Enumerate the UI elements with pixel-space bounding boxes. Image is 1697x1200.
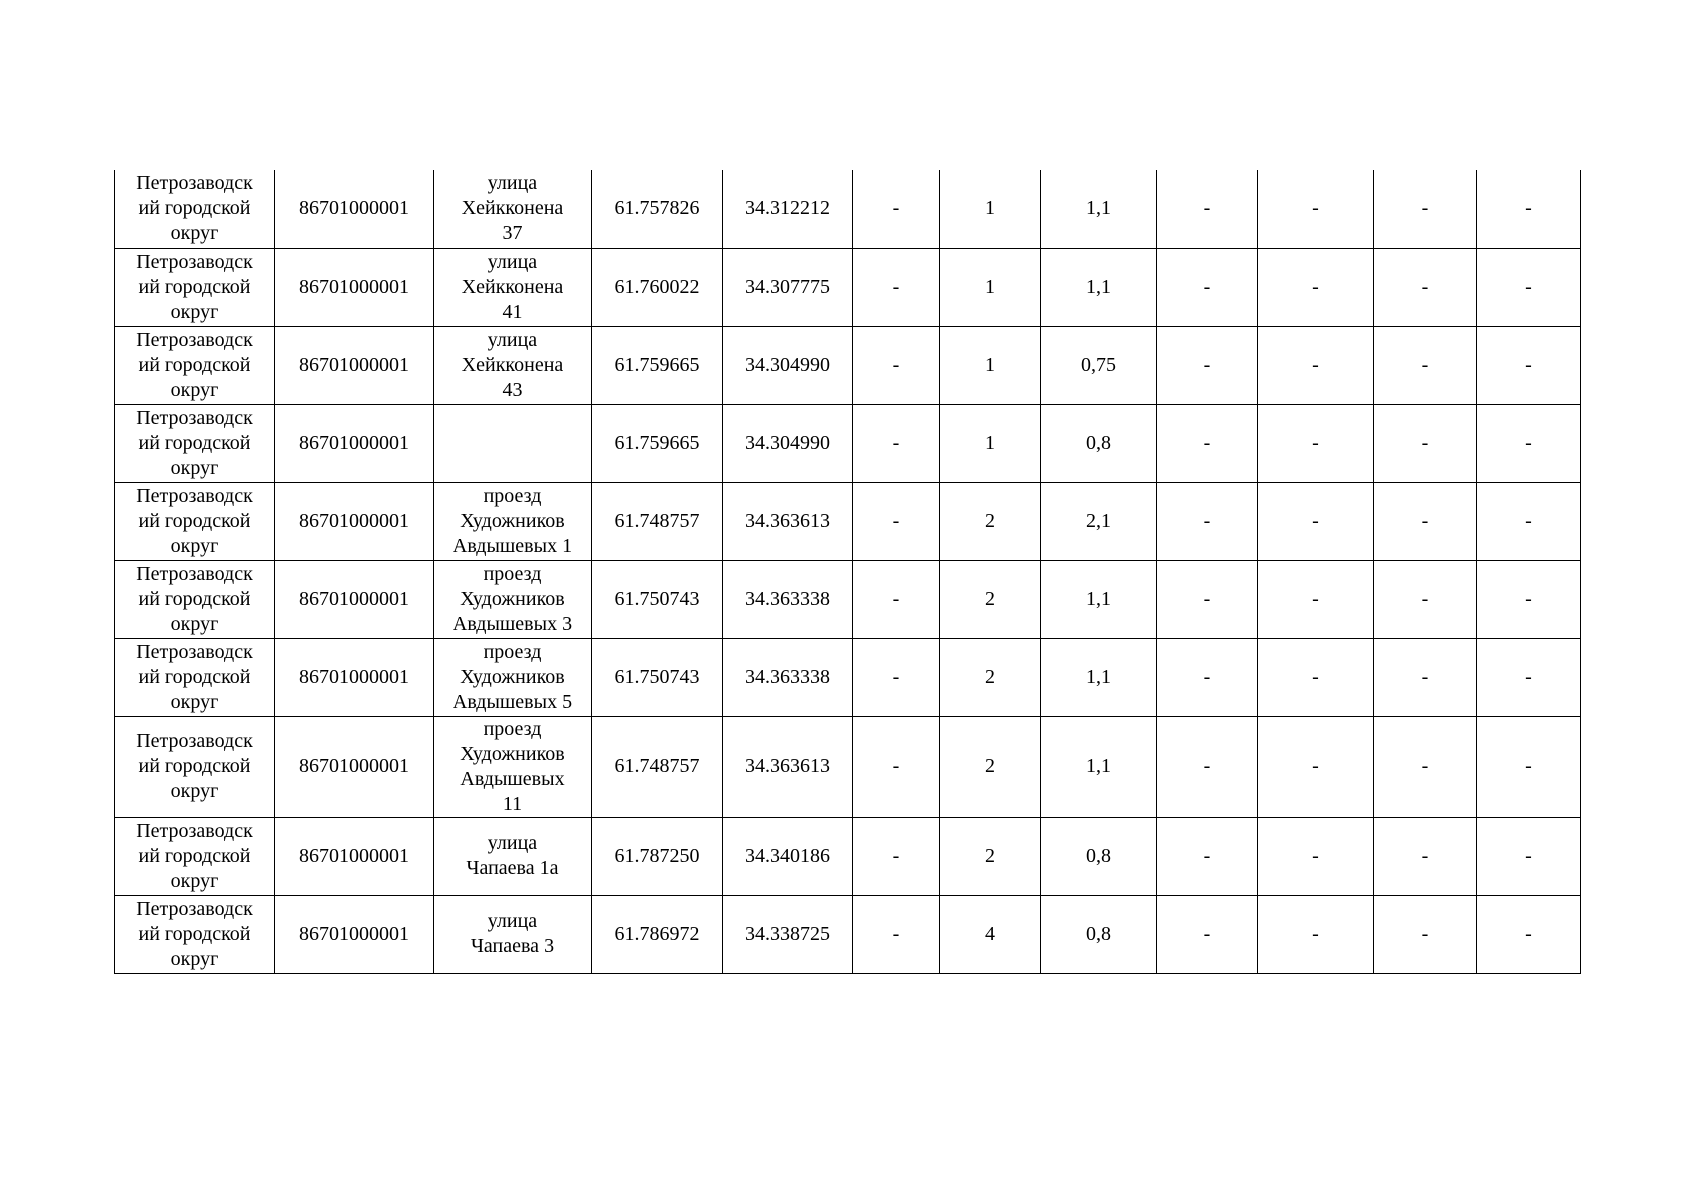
cell-municipality: Петрозаводск ий городской округ [115,170,275,248]
cell-address: улица Хейкконена 37 [434,170,592,248]
cell-col-11: - [1374,895,1477,973]
cell-col-7: 1 [940,404,1041,482]
cell-col-12: - [1477,248,1581,326]
cell-address: улица Чапаева 3 [434,895,592,973]
cell-col-10: - [1258,482,1374,560]
cell-col-11: - [1374,326,1477,404]
cell-col-8: 0,8 [1041,817,1157,895]
cell-address: проезд Художников Авдышевых 3 [434,560,592,638]
cell-municipality: Петрозаводск ий городской округ [115,638,275,716]
cell-latitude: 61.759665 [592,404,723,482]
cell-address: проезд Художников Авдышевых 5 [434,638,592,716]
cell-col-6: - [853,817,940,895]
cell-col-11: - [1374,560,1477,638]
cell-col-7: 2 [940,716,1041,817]
cell-col-11: - [1374,404,1477,482]
cell-col-10: - [1258,404,1374,482]
cell-col-12: - [1477,638,1581,716]
cell-col-12: - [1477,817,1581,895]
table-row [115,170,1581,248]
cell-col-7: 1 [940,170,1041,248]
cell-address [434,404,592,482]
cell-address: проезд Художников Авдышевых 1 [434,482,592,560]
cell-oktmo: 86701000001 [275,817,434,895]
cell-longitude: 34.363338 [723,560,853,638]
cell-col-9: - [1157,326,1258,404]
cell-oktmo: 86701000001 [275,895,434,973]
table-row [115,638,1581,716]
cell-oktmo: 86701000001 [275,716,434,817]
cell-col-8: 1,1 [1041,170,1157,248]
cell-address: проезд Художников Авдышевых 11 [434,716,592,817]
cell-col-9: - [1157,895,1258,973]
table-row [115,482,1581,560]
table-body [115,170,1581,973]
cell-latitude: 61.757826 [592,170,723,248]
cell-latitude: 61.748757 [592,716,723,817]
table-row [115,716,1581,817]
cell-col-8: 2,1 [1041,482,1157,560]
cell-col-6: - [853,482,940,560]
cell-col-12: - [1477,895,1581,973]
cell-col-10: - [1258,817,1374,895]
cell-latitude: 61.786972 [592,895,723,973]
cell-municipality: Петрозаводск ий городской округ [115,326,275,404]
cell-col-10: - [1258,326,1374,404]
cell-col-8: 0,75 [1041,326,1157,404]
cell-longitude: 34.304990 [723,326,853,404]
cell-col-7: 2 [940,638,1041,716]
cell-col-10: - [1258,248,1374,326]
cell-address: улица Чапаева 1а [434,817,592,895]
cell-col-6: - [853,895,940,973]
cell-longitude: 34.363613 [723,716,853,817]
cell-oktmo: 86701000001 [275,482,434,560]
cell-col-7: 1 [940,248,1041,326]
cell-col-9: - [1157,170,1258,248]
cell-col-10: - [1258,170,1374,248]
cell-col-12: - [1477,482,1581,560]
table-row [115,248,1581,326]
cell-col-10: - [1258,716,1374,817]
cell-col-6: - [853,248,940,326]
cell-col-12: - [1477,326,1581,404]
table-row [115,560,1581,638]
cell-col-9: - [1157,716,1258,817]
cell-latitude: 61.787250 [592,817,723,895]
cell-col-6: - [853,716,940,817]
cell-col-9: - [1157,817,1258,895]
cell-col-11: - [1374,716,1477,817]
cell-longitude: 34.363613 [723,482,853,560]
cell-latitude: 61.750743 [592,560,723,638]
cell-col-8: 0,8 [1041,895,1157,973]
cell-longitude: 34.307775 [723,248,853,326]
cell-col-12: - [1477,560,1581,638]
cell-col-8: 1,1 [1041,638,1157,716]
cell-col-9: - [1157,638,1258,716]
cell-col-9: - [1157,248,1258,326]
cell-col-11: - [1374,482,1477,560]
cell-longitude: 34.363338 [723,638,853,716]
cell-col-8: 1,1 [1041,560,1157,638]
cell-longitude: 34.338725 [723,895,853,973]
cell-col-9: - [1157,560,1258,638]
cell-col-6: - [853,404,940,482]
cell-oktmo: 86701000001 [275,404,434,482]
cell-col-12: - [1477,170,1581,248]
cell-col-7: 1 [940,326,1041,404]
cell-latitude: 61.760022 [592,248,723,326]
cell-col-12: - [1477,716,1581,817]
cell-municipality: Петрозаводск ий городской округ [115,482,275,560]
cell-col-6: - [853,326,940,404]
cell-col-7: 2 [940,817,1041,895]
cell-longitude: 34.312212 [723,170,853,248]
cell-col-7: 2 [940,560,1041,638]
container-sites-table [114,170,1581,974]
cell-latitude: 61.750743 [592,638,723,716]
cell-col-11: - [1374,248,1477,326]
cell-municipality: Петрозаводск ий городской округ [115,560,275,638]
cell-oktmo: 86701000001 [275,326,434,404]
cell-col-6: - [853,170,940,248]
cell-col-11: - [1374,817,1477,895]
cell-col-11: - [1374,638,1477,716]
cell-col-12: - [1477,404,1581,482]
table-row [115,326,1581,404]
cell-latitude: 61.748757 [592,482,723,560]
cell-col-8: 1,1 [1041,248,1157,326]
cell-longitude: 34.304990 [723,404,853,482]
cell-municipality: Петрозаводск ий городской округ [115,817,275,895]
cell-oktmo: 86701000001 [275,170,434,248]
cell-col-9: - [1157,404,1258,482]
cell-col-10: - [1258,560,1374,638]
table-row [115,895,1581,973]
cell-col-9: - [1157,482,1258,560]
table-row [115,404,1581,482]
cell-col-8: 1,1 [1041,716,1157,817]
cell-col-11: - [1374,170,1477,248]
cell-col-7: 4 [940,895,1041,973]
cell-col-6: - [853,638,940,716]
cell-latitude: 61.759665 [592,326,723,404]
cell-municipality: Петрозаводск ий городской округ [115,404,275,482]
cell-col-10: - [1258,895,1374,973]
cell-oktmo: 86701000001 [275,248,434,326]
cell-col-10: - [1258,638,1374,716]
cell-col-8: 0,8 [1041,404,1157,482]
cell-address: улица Хейкконена 41 [434,248,592,326]
cell-col-6: - [853,560,940,638]
cell-address: улица Хейкконена 43 [434,326,592,404]
table-row [115,817,1581,895]
cell-oktmo: 86701000001 [275,560,434,638]
cell-municipality: Петрозаводск ий городской округ [115,895,275,973]
cell-col-7: 2 [940,482,1041,560]
cell-municipality: Петрозаводск ий городской округ [115,248,275,326]
cell-municipality: Петрозаводск ий городской округ [115,716,275,817]
cell-longitude: 34.340186 [723,817,853,895]
cell-oktmo: 86701000001 [275,638,434,716]
